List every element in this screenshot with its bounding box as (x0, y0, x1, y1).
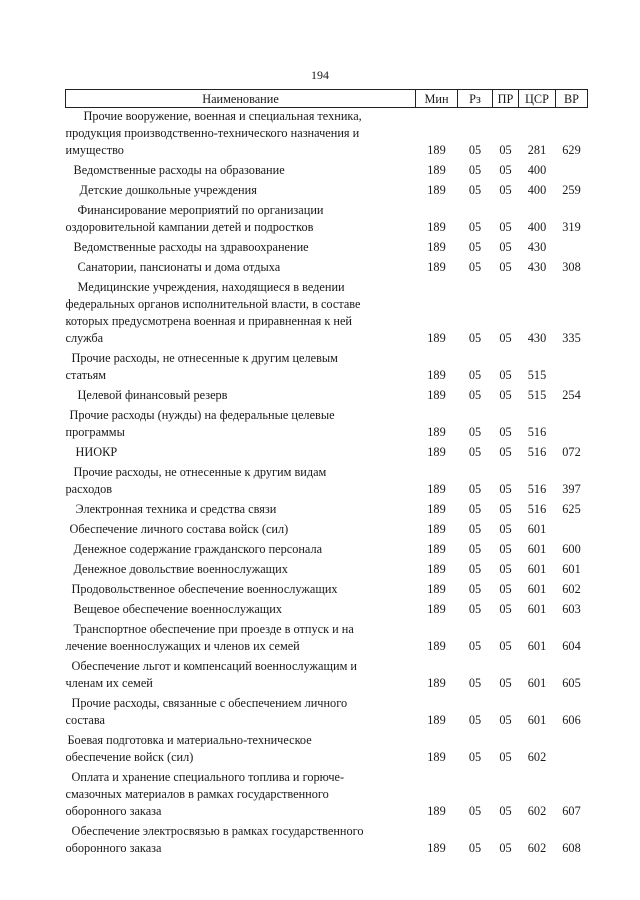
cell-min: 189 (427, 804, 446, 818)
table-row (66, 444, 588, 461)
row-name (66, 541, 416, 558)
row-name-line: обеспечение войск (сил) (65, 750, 194, 764)
cell-min: 189 (427, 368, 446, 382)
cell-pr: 05 (499, 713, 512, 727)
row-name (66, 387, 416, 404)
cell-vr: 606 (562, 713, 581, 727)
cell-pr: 05 (499, 482, 512, 496)
cell-pr: 05 (499, 445, 512, 459)
cell-vr: 259 (562, 183, 581, 197)
table-row (66, 541, 588, 558)
cell-rz: 05 (468, 163, 482, 177)
cell-pr: 05 (499, 602, 512, 616)
cell-csr: 281 (527, 143, 547, 157)
cell-vr (556, 239, 588, 256)
cell-pr: 05 (499, 562, 512, 576)
cell-rz: 05 (468, 602, 482, 616)
row-name (66, 695, 416, 729)
row-name-line: Боевая подготовка и материально-техническое (67, 733, 312, 747)
cell-pr: 05 (499, 639, 512, 653)
row-name-line: которых предусмотрена военная и приравненная к ней (65, 314, 352, 328)
table-row (66, 561, 588, 578)
cell-csr: 602 (527, 804, 547, 818)
row-name-line: Целевой финансовый резерв (77, 388, 228, 402)
table-row (66, 732, 588, 766)
cell-min: 189 (427, 240, 446, 254)
page-number: 194 (311, 68, 329, 82)
table-row (66, 521, 588, 538)
cell-vr: 308 (562, 260, 581, 274)
cell-rz: 05 (468, 713, 482, 727)
cell-vr: 335 (562, 331, 581, 345)
row-name-line: расходов (65, 482, 113, 496)
cell-min: 189 (427, 602, 446, 616)
cell-rz: 05 (468, 542, 482, 556)
table-row (66, 464, 588, 498)
cell-rz: 05 (468, 676, 482, 690)
row-name-line: Санатории, пансионаты и дома отдыха (77, 260, 281, 274)
cell-csr: 516 (527, 425, 547, 439)
cell-rz: 05 (468, 220, 482, 234)
cell-csr: 516 (527, 502, 547, 516)
cell-csr: 430 (527, 240, 547, 254)
cell-vr (556, 407, 588, 441)
cell-min: 189 (427, 183, 446, 197)
cell-min: 189 (427, 750, 446, 764)
header-pr: ПР (493, 90, 519, 108)
cell-csr: 601 (527, 676, 547, 690)
cell-pr: 05 (499, 331, 512, 345)
header-vr: ВР (556, 90, 588, 108)
row-name (66, 658, 416, 692)
row-name-line: Прочие расходы, не отнесенные к другим видам (73, 465, 327, 479)
row-name (66, 501, 416, 518)
row-name-line: Денежное содержание гражданского персонала (73, 542, 323, 556)
cell-vr: 319 (562, 220, 581, 234)
cell-vr: 603 (562, 602, 581, 616)
row-name-line: оборонного заказа (65, 804, 162, 818)
row-name-line: Оплата и хранение специального топлива и горюче- (71, 770, 345, 784)
cell-rz: 05 (468, 425, 482, 439)
cell-rz: 05 (468, 562, 482, 576)
table-row (66, 202, 588, 236)
cell-vr (556, 162, 588, 179)
row-name-line: Электронная техника и средства связи (75, 502, 277, 516)
cell-pr: 05 (499, 220, 512, 234)
cell-min: 189 (427, 482, 446, 496)
row-name (66, 561, 416, 578)
cell-csr: 515 (527, 368, 547, 382)
row-name-line: оздоровительной кампании детей и подростков (65, 220, 314, 234)
cell-rz: 05 (468, 331, 482, 345)
row-name-line: Прочие расходы (нужды) на федеральные целевые (69, 408, 335, 422)
cell-csr: 516 (527, 482, 547, 496)
cell-pr: 05 (499, 676, 512, 690)
header-csr: ЦСР (519, 90, 556, 108)
cell-rz: 05 (468, 639, 482, 653)
cell-min: 189 (427, 676, 446, 690)
row-name (66, 202, 416, 236)
cell-pr: 05 (499, 163, 512, 177)
cell-vr: 625 (562, 502, 581, 516)
row-name (66, 823, 416, 857)
row-name (66, 350, 416, 384)
cell-min: 189 (427, 445, 446, 459)
row-name-line: Прочие расходы, не отнесенные к другим целевым (71, 351, 338, 365)
cell-rz: 05 (468, 388, 482, 402)
cell-min: 189 (427, 388, 446, 402)
row-name (66, 182, 416, 199)
row-name-line: Обеспечение электросвязью в рамках государственного (71, 824, 364, 838)
cell-rz: 05 (468, 841, 482, 855)
cell-rz: 05 (468, 502, 482, 516)
cell-pr: 05 (499, 750, 512, 764)
table-row (66, 581, 588, 598)
table-row (66, 658, 588, 692)
cell-min: 189 (427, 163, 446, 177)
row-name (66, 279, 416, 347)
cell-rz: 05 (468, 582, 482, 596)
cell-pr: 05 (499, 804, 512, 818)
cell-pr: 05 (499, 388, 512, 402)
row-name-line: Детские дошкольные учреждения (79, 183, 257, 197)
cell-min: 189 (427, 425, 446, 439)
row-name-line: Обеспечение льгот и компенсаций военнослужащим и (71, 659, 357, 673)
row-name-line: Ведомственные расходы на образование (73, 163, 285, 177)
cell-vr: 604 (562, 639, 581, 653)
cell-vr: 605 (562, 676, 581, 690)
cell-csr: 430 (527, 260, 547, 274)
cell-rz: 05 (468, 260, 482, 274)
table-row (66, 823, 588, 857)
row-name-line: оборонного заказа (65, 841, 162, 855)
cell-min: 189 (427, 562, 446, 576)
cell-rz: 05 (468, 240, 482, 254)
cell-csr: 601 (527, 602, 547, 616)
cell-vr: 607 (562, 804, 581, 818)
cell-csr: 400 (527, 183, 547, 197)
cell-pr: 05 (499, 143, 512, 157)
table-body (66, 108, 588, 858)
row-name-line: смазочных материалов в рамках государственного (65, 787, 329, 801)
cell-pr: 05 (499, 368, 512, 382)
row-name-line: продукция производственно-технического назначения и (65, 126, 360, 140)
table-row (66, 407, 588, 441)
row-name-line: Медицинские учреждения, находящиеся в ведении (77, 280, 345, 294)
row-name (66, 464, 416, 498)
cell-min: 189 (427, 522, 446, 536)
cell-rz: 05 (468, 183, 482, 197)
cell-vr: 602 (562, 582, 581, 596)
table-row (66, 695, 588, 729)
cell-csr: 400 (527, 220, 547, 234)
cell-min: 189 (427, 502, 446, 516)
cell-min: 189 (427, 841, 446, 855)
cell-pr: 05 (499, 260, 512, 274)
cell-rz: 05 (468, 482, 482, 496)
row-name (66, 601, 416, 618)
row-name-line: программы (65, 425, 125, 439)
cell-rz: 05 (468, 445, 482, 459)
cell-rz: 05 (468, 143, 482, 157)
cell-rz: 05 (468, 804, 482, 818)
row-name-line: Прочие вооружение, военная и специальная техника, (83, 109, 362, 123)
table-row (66, 239, 588, 256)
cell-pr: 05 (499, 240, 512, 254)
cell-vr (556, 732, 588, 766)
cell-csr: 601 (527, 639, 547, 653)
cell-rz: 05 (468, 750, 482, 764)
row-name-line: Ведомственные расходы на здравоохранение (73, 240, 309, 254)
table-row (66, 108, 588, 160)
cell-vr: 601 (562, 562, 581, 576)
cell-min: 189 (427, 582, 446, 596)
cell-csr: 601 (527, 713, 547, 727)
table-row (66, 387, 588, 404)
cell-min: 189 (427, 713, 446, 727)
row-name-line: Транспортное обеспечение при проезде в отпуск и на (73, 622, 354, 636)
cell-vr: 629 (562, 143, 581, 157)
cell-pr: 05 (499, 841, 512, 855)
header-rz: Рз (458, 90, 493, 108)
cell-vr: 072 (562, 445, 581, 459)
table-header (66, 90, 588, 108)
cell-min: 189 (427, 331, 446, 345)
cell-vr (556, 350, 588, 384)
table-row (66, 601, 588, 618)
cell-vr (556, 521, 588, 538)
cell-csr: 601 (527, 562, 547, 576)
cell-vr: 397 (562, 482, 581, 496)
cell-pr: 05 (499, 522, 512, 536)
table-row (66, 621, 588, 655)
cell-csr: 601 (527, 582, 547, 596)
table-row (66, 182, 588, 199)
header-name: Наименование (66, 90, 416, 108)
row-name-line: федеральных органов исполнительной власти, в составе (65, 297, 361, 311)
cell-csr: 400 (527, 163, 547, 177)
row-name (66, 581, 416, 598)
cell-min: 189 (427, 143, 446, 157)
row-name-line: Продовольственное обеспечение военнослужащих (71, 582, 338, 596)
row-name-line: служба (65, 331, 104, 345)
cell-pr: 05 (499, 425, 512, 439)
cell-vr: 254 (562, 388, 581, 402)
table-row (66, 501, 588, 518)
row-name-line: Обеспечение личного состава войск (сил) (69, 522, 289, 536)
table-row (66, 769, 588, 820)
cell-vr: 608 (562, 841, 581, 855)
row-name (66, 732, 416, 766)
row-name-line: Вещевое обеспечение военнослужащих (73, 602, 283, 616)
cell-vr: 600 (562, 542, 581, 556)
cell-csr: 602 (527, 750, 547, 764)
cell-rz: 05 (468, 522, 482, 536)
budget-table (65, 89, 588, 857)
row-name (66, 162, 416, 179)
row-name (66, 769, 416, 820)
cell-min: 189 (427, 260, 446, 274)
table-row (66, 162, 588, 179)
row-name-line: Денежное довольствие военнослужащих (73, 562, 288, 576)
cell-csr: 601 (527, 542, 547, 556)
row-name-line: НИОКР (75, 445, 118, 459)
cell-min: 189 (427, 220, 446, 234)
row-name (66, 621, 416, 655)
table-row (66, 279, 588, 347)
cell-csr: 430 (527, 331, 547, 345)
cell-pr: 05 (499, 542, 512, 556)
cell-pr: 05 (499, 502, 512, 516)
cell-min: 189 (427, 639, 446, 653)
row-name-line: имущество (65, 143, 124, 157)
row-name-line: статьям (65, 368, 107, 382)
table-row (66, 259, 588, 276)
row-name (66, 259, 416, 276)
cell-pr: 05 (499, 582, 512, 596)
row-name-line: состава (65, 713, 105, 727)
row-name (66, 521, 416, 538)
header-min: Мин (416, 90, 458, 108)
cell-csr: 515 (527, 388, 547, 402)
row-name (66, 108, 416, 160)
cell-min: 189 (427, 542, 446, 556)
row-name (66, 407, 416, 441)
row-name-line: членам их семей (65, 676, 153, 690)
row-name-line: Финансирование мероприятий по организации (77, 203, 324, 217)
row-name (66, 239, 416, 256)
cell-rz: 05 (468, 368, 482, 382)
cell-csr: 602 (527, 841, 547, 855)
cell-csr: 516 (527, 445, 547, 459)
table-row (66, 350, 588, 384)
row-name-line: лечение военнослужащих и членов их семей (65, 639, 300, 653)
row-name (66, 444, 416, 461)
cell-pr: 05 (499, 183, 512, 197)
cell-csr: 601 (527, 522, 547, 536)
row-name-line: Прочие расходы, связанные с обеспечением личного (71, 696, 348, 710)
